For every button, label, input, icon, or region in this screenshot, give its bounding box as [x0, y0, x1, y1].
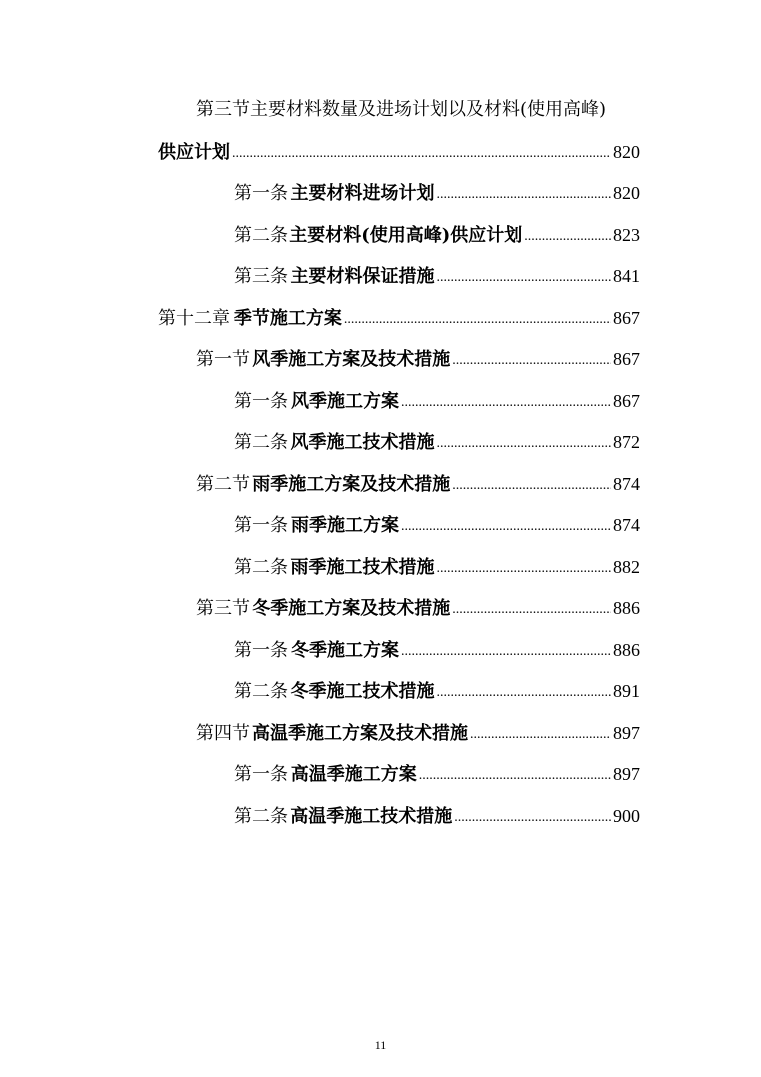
toc-entry-number: 第二条: [234, 557, 288, 578]
toc-entry[interactable]: [234, 513, 640, 537]
toc-entry-number: 第二条: [234, 681, 288, 702]
toc-entry-number: 第三节: [196, 99, 250, 120]
toc-entry-section-3-line1[interactable]: [196, 98, 606, 122]
toc-entry-section[interactable]: [196, 472, 640, 496]
toc-entry-number: 第一条: [234, 764, 288, 785]
toc-entry-number: 第一节: [196, 349, 250, 370]
toc-entry-number: 第三节: [196, 598, 250, 619]
dot-leader: [452, 596, 611, 622]
toc-entry-title: 高温季施工方案及技术措施: [252, 723, 469, 744]
toc-entry-title: 冬季施工方案及技术措施: [252, 598, 451, 619]
toc-entry[interactable]: [234, 679, 640, 703]
toc-entry[interactable]: [234, 264, 640, 288]
toc-page-number: 882: [613, 557, 640, 577]
page-number: 11: [374, 1038, 387, 1052]
toc-entry[interactable]: [234, 223, 640, 247]
dot-leader: [524, 223, 611, 249]
toc-entry-title: 雨季施工技术措施: [290, 557, 435, 578]
toc-entry-title: 冬季施工方案: [291, 640, 400, 661]
toc-entry-number: 第一条: [234, 391, 288, 412]
toc-entry-number: 第四节: [196, 723, 250, 744]
dot-leader: [437, 430, 611, 456]
dot-leader: [470, 721, 611, 747]
toc-entry-title: 主要材料保证措施: [290, 266, 435, 287]
toc-page-number: 823: [613, 225, 640, 245]
toc-entry-section[interactable]: [196, 347, 640, 371]
toc-entry-number: 第三条: [234, 266, 288, 287]
dot-leader: [437, 679, 611, 705]
toc-page-number: 820: [613, 142, 640, 162]
toc-entry-title: 风季施工方案及技术措施: [252, 349, 451, 370]
toc-entry[interactable]: [234, 555, 640, 579]
dot-leader: [437, 555, 611, 581]
toc-entry-title: 主要材料(使用高峰)供应计划: [289, 225, 523, 246]
dot-leader: [452, 472, 611, 498]
toc-entry-number: 第一条: [234, 640, 288, 661]
toc-entry-title: 雨季施工方案: [291, 515, 400, 536]
toc-entry-number: 第二条: [234, 806, 288, 827]
toc-page-number: 867: [613, 391, 640, 411]
toc-entry-title: 季节施工方案: [233, 308, 342, 329]
toc-page-number: 872: [613, 432, 640, 452]
toc-page-number: 897: [613, 764, 640, 784]
toc-entry-title: 冬季施工技术措施: [290, 681, 435, 702]
dot-leader: [344, 306, 611, 332]
dot-leader: [437, 181, 611, 207]
toc-entry-number: 第二条: [234, 225, 288, 246]
toc-entry-number: 第一条: [234, 515, 288, 536]
toc-page-number: 874: [613, 474, 640, 494]
toc-entry-title: 主要材料进场计划: [290, 183, 435, 204]
toc-entry-section[interactable]: [196, 596, 640, 620]
toc-entry-title: 供应计划: [158, 142, 230, 163]
toc-page-number: 867: [613, 349, 640, 369]
dot-leader: [454, 804, 611, 830]
toc-page-number: 820: [613, 183, 640, 203]
toc-entry-title: 主要材料数量及进场计划以及材料(使用高峰): [250, 99, 607, 120]
toc-entry[interactable]: [234, 389, 640, 413]
toc-entry-number: 第二节: [196, 474, 250, 495]
toc-entry-title: 高温季施工技术措施: [290, 806, 453, 827]
dot-leader: [401, 638, 611, 664]
toc-page-number: 886: [613, 640, 640, 660]
toc-page-number: 867: [613, 308, 640, 328]
toc-entry-number: 第一条: [234, 183, 288, 204]
toc-entry-chapter[interactable]: [158, 306, 640, 330]
toc-entry[interactable]: [234, 804, 640, 828]
toc-entry-title: 雨季施工方案及技术措施: [252, 474, 451, 495]
toc-entry-title: 高温季施工方案: [290, 764, 417, 785]
dot-leader: [401, 389, 611, 415]
toc-page-number: 900: [613, 806, 640, 826]
toc-entry-title: 风季施工方案: [291, 391, 400, 412]
dot-leader: [419, 762, 611, 788]
dot-leader: [437, 264, 611, 290]
toc-entry-title: 风季施工技术措施: [290, 432, 435, 453]
toc-page-number: 891: [613, 681, 640, 701]
toc-page-number: 841: [613, 266, 640, 286]
dot-leader: [401, 513, 611, 539]
toc-entry-section[interactable]: [196, 721, 640, 745]
dot-leader: [452, 347, 611, 373]
toc-entry-section-3-line2[interactable]: [158, 140, 640, 164]
toc-entry-number: 第十二章: [158, 308, 230, 329]
toc-page-number: 886: [613, 598, 640, 618]
toc-entry[interactable]: [234, 638, 640, 662]
toc-page-number: 897: [613, 723, 640, 743]
toc-entry-number: 第二条: [234, 432, 288, 453]
dot-leader: [232, 140, 611, 166]
toc-page-number: 874: [613, 515, 640, 535]
toc-entry[interactable]: [234, 430, 640, 454]
toc-entry[interactable]: [234, 181, 640, 205]
toc-entry[interactable]: [234, 762, 640, 786]
